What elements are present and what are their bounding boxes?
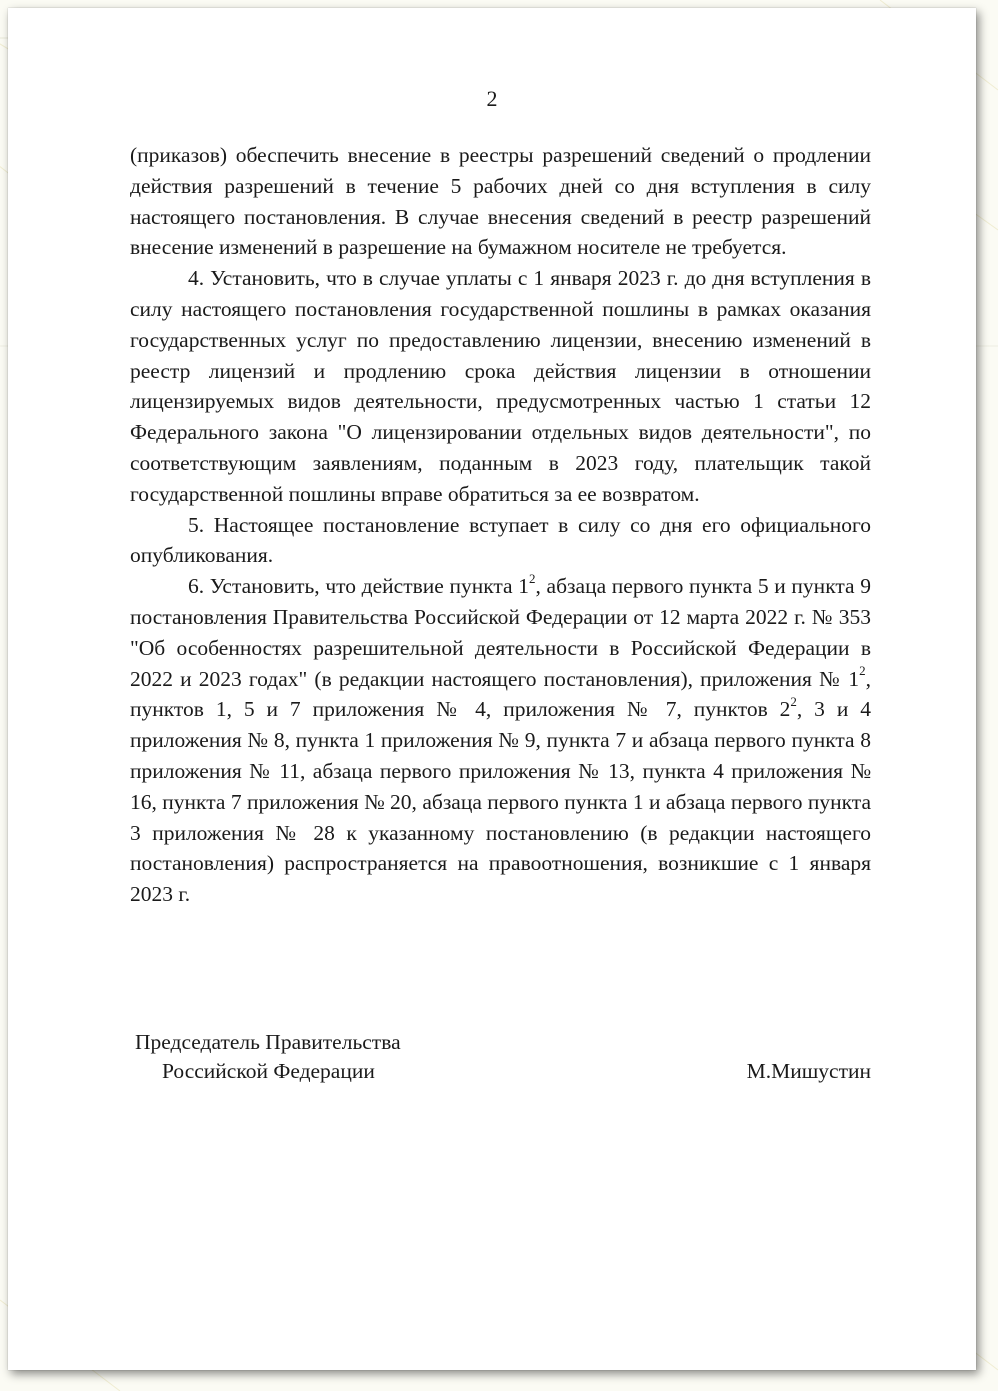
paragraph-text: 5. Настоящее постановление вступает в силу со дня его официального опубликования.	[130, 512, 871, 568]
page-number: 2	[486, 86, 498, 111]
paragraph-text: (приказов) обеспечить внесение в реестры разрешений сведений о продлении действия разрешений в течение 5 рабочих дней со дня вступления в силу настоящего постановления. В случае внесения сведений в реестр разрешений внесение изменений в разрешение на бумажном носителе не требуется.	[130, 143, 871, 260]
superscript: 2	[529, 571, 536, 586]
superscript: 2	[859, 663, 866, 679]
paragraph	[130, 263, 871, 509]
signature-block	[130, 1030, 871, 1100]
paragraph-text: , абзаца первого пункта 5 и пункта 9 постановления Правительства Российской Федерации от 12 марта 2022 г. № 353 "Об особенностях разрешительной деятельности в Российской Федерации в 2022 и 2023 годах" (в редакции настоящего постановления), приложения № 1	[130, 574, 871, 691]
signatory-title-line-2: Российской Федерации	[162, 1059, 375, 1083]
document-body	[130, 140, 871, 910]
paragraph-text: 4. Установить, что в случае уплаты с 1 января 2023 г. до дня вступления в силу настоящего постановления государственной пошлины в рамках оказания государственных услуг по предоставлению лицензии, внесению изменений в реестр лицензий и продлению срока действия лицензии в отношении лицензируемых видов деятельности, предусмотренных частью 1 статьи 12 Федерального закона "О лицензировании отдельных видов деятельности", по соответствующим заявлениям, поданным в 2023 году, плательщик такой государственной пошлины вправе обратиться за ее возвратом.	[130, 266, 871, 506]
paragraph-text: , 3 и 4 приложения № 8, пункта 1 приложения № 9, пункта 7 и абзаца первого пункта 8 приложения № 11, абзаца первого приложения № 13, пункта 4 приложения № 16, пункта 7 приложения № 20, абзаца первого пункта 1 и абзаца первого пункта 3 приложения № 28 к указанному постановлению (в редакции настоящего постановления) распространяется на правоотношения, возникшие с 1 января 2023 г.	[130, 697, 871, 907]
paragraph	[130, 571, 871, 910]
superscript: 2	[790, 694, 797, 710]
signatory-title-line-1: Председатель Правительства	[135, 1030, 401, 1054]
paragraph	[130, 140, 871, 263]
document-page	[8, 8, 976, 1370]
paragraph-text: , пунктов 1, 5 и 7 приложения № 4, приложения № 7, пунктов 2	[130, 666, 871, 722]
signatory-name: М.Мишустин	[746, 1059, 871, 1083]
paragraph	[130, 510, 871, 572]
paragraph-text: 6. Установить, что действие пункта 1	[188, 574, 530, 599]
